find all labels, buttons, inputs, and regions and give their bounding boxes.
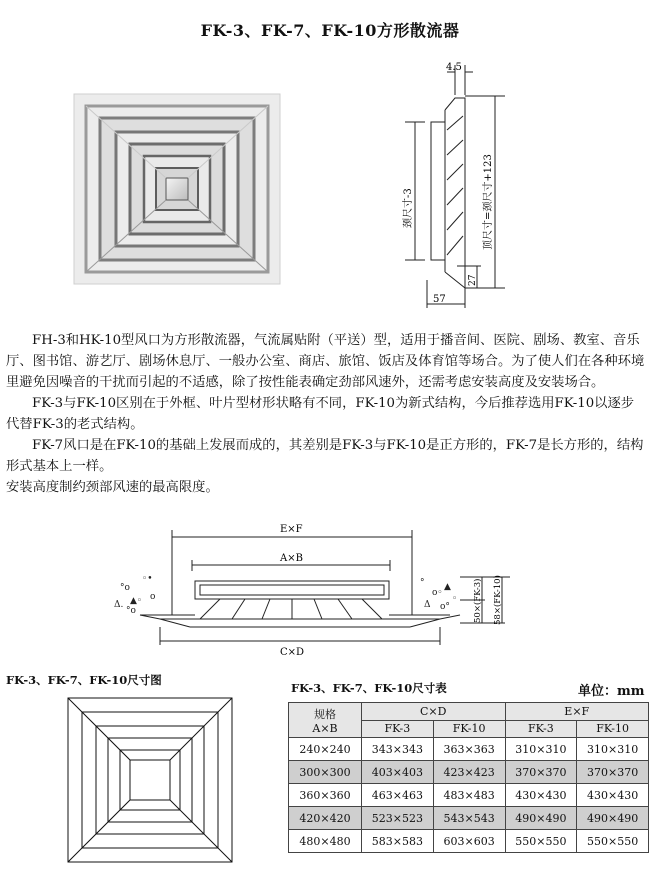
svg-text:▲◦: ▲◦ [130, 596, 143, 606]
table-cell: 550×550 [505, 830, 577, 853]
svg-text:Δ: Δ [424, 600, 431, 610]
size-table [288, 702, 649, 853]
table-cell: 490×490 [577, 807, 649, 830]
size-table-title: FK-3、FK-7、FK-10尺寸表 [291, 681, 447, 695]
dim-ef: E×F [280, 524, 303, 535]
table-cell: 603×603 [433, 830, 505, 853]
svg-text:o: o [150, 592, 156, 602]
table-cell: 240×240 [289, 738, 362, 761]
svg-text:o°: o° [440, 602, 450, 612]
svg-text:◦•: ◦• [142, 574, 153, 584]
svg-text:▲: ▲ [444, 582, 451, 592]
table-cell: 543×543 [433, 807, 505, 830]
dim-height-fk10: 58×(FK-10) [493, 575, 503, 625]
paragraph-1: FH-3和HK-10型风口为方形散流器，气流属贴附（平送）型，适用于播音间、医院、剧场、教室、音乐厅、图书馆、游艺厅、剧场休息厅、一般办公室、商店、旅馆、饭店及体育馆等场合。为了使人们在各种环境里避免因噪音的干扰而引起的不适感，除了按性能表确定劲部风速外，还需考虑安装高度及安装场合。 [6, 333, 645, 390]
table-cell: 310×310 [505, 738, 577, 761]
header-sub: FK-3 [362, 720, 434, 738]
dimension-drawing-title: FK-3、FK-7、FK-10尺寸图 [6, 673, 162, 687]
side-view-drawing [395, 60, 525, 310]
table-cell: 550×550 [577, 830, 649, 853]
header-sub: FK-10 [433, 720, 505, 738]
svg-text:Δ.: Δ. [114, 600, 124, 610]
table-cell: 310×310 [577, 738, 649, 761]
header-spec-label: 规格 [314, 707, 336, 721]
svg-text:◦: ◦ [452, 594, 458, 604]
table-row [289, 807, 649, 830]
table-cell: 483×483 [433, 784, 505, 807]
table-cell: 423×423 [433, 761, 505, 784]
installation-diagram [100, 515, 540, 665]
table-cell: 583×583 [362, 830, 434, 853]
header-spec [289, 703, 362, 738]
table-cell: 300×300 [289, 761, 362, 784]
dim-ab: A×B [280, 553, 303, 564]
dim-27: 27 [468, 274, 478, 286]
diffuser-photo [72, 92, 282, 286]
page-title: FK-3、FK-7、FK-10方形散流器 [200, 21, 460, 40]
table-cell: 403×403 [362, 761, 434, 784]
table-cell: 360×360 [289, 784, 362, 807]
table-cell: 363×363 [433, 738, 505, 761]
svg-text:°ο: °ο [126, 606, 136, 616]
header-sub: FK-3 [505, 720, 577, 738]
svg-text:°o: °o [120, 583, 130, 593]
svg-text:°: ° [420, 578, 425, 588]
table-cell: 420×420 [289, 807, 362, 830]
paragraph-4: 安装高度制约颈部风速的最高限度。 [6, 480, 219, 495]
table-cell: 370×370 [577, 761, 649, 784]
table-row [289, 784, 649, 807]
table-cell: 463×463 [362, 784, 434, 807]
header-ef: E×F [505, 703, 649, 721]
header-cd: C×D [362, 703, 506, 721]
dim-4-5: 4.5 [446, 62, 462, 73]
header-sub: FK-10 [577, 720, 649, 738]
table-cell: 370×370 [505, 761, 577, 784]
dim-top-size: 顶尺寸=颈尺寸+123 [483, 154, 494, 250]
table-cell: 430×430 [505, 784, 577, 807]
dim-cd: C×D [280, 647, 305, 658]
paragraph-2: FK-3与FK-10区别在于外框、叶片型材形状略有不同，FK-10为新式结构，今后推荐选用FK-10以逐步代替FK-3的老式结构。 [6, 396, 635, 432]
top-view-drawing [66, 696, 236, 866]
table-cell: 343×343 [362, 738, 434, 761]
table-cell: 430×430 [577, 784, 649, 807]
dim-neck-size: 颈尺寸-3 [403, 188, 414, 228]
table-row [289, 761, 649, 784]
table-cell: 480×480 [289, 830, 362, 853]
dim-height-fk3: 50×(FK-3) [473, 578, 483, 623]
dim-57: 57 [433, 294, 446, 305]
table-cell: 523×523 [362, 807, 434, 830]
header-spec-sub: A×B [312, 721, 338, 735]
description-text [6, 330, 646, 498]
table-cell: 490×490 [505, 807, 577, 830]
table-row [289, 738, 649, 761]
table-row [289, 830, 649, 853]
unit-label: 单位：mm [578, 684, 645, 699]
svg-text:o◦: o◦ [432, 588, 443, 598]
paragraph-3: FK-7风口是在FK-10的基础上发展而成的，其差别是FK-3与FK-10是正方形的，FK-7是长方形的，结构形式基本上一样。 [6, 438, 644, 474]
